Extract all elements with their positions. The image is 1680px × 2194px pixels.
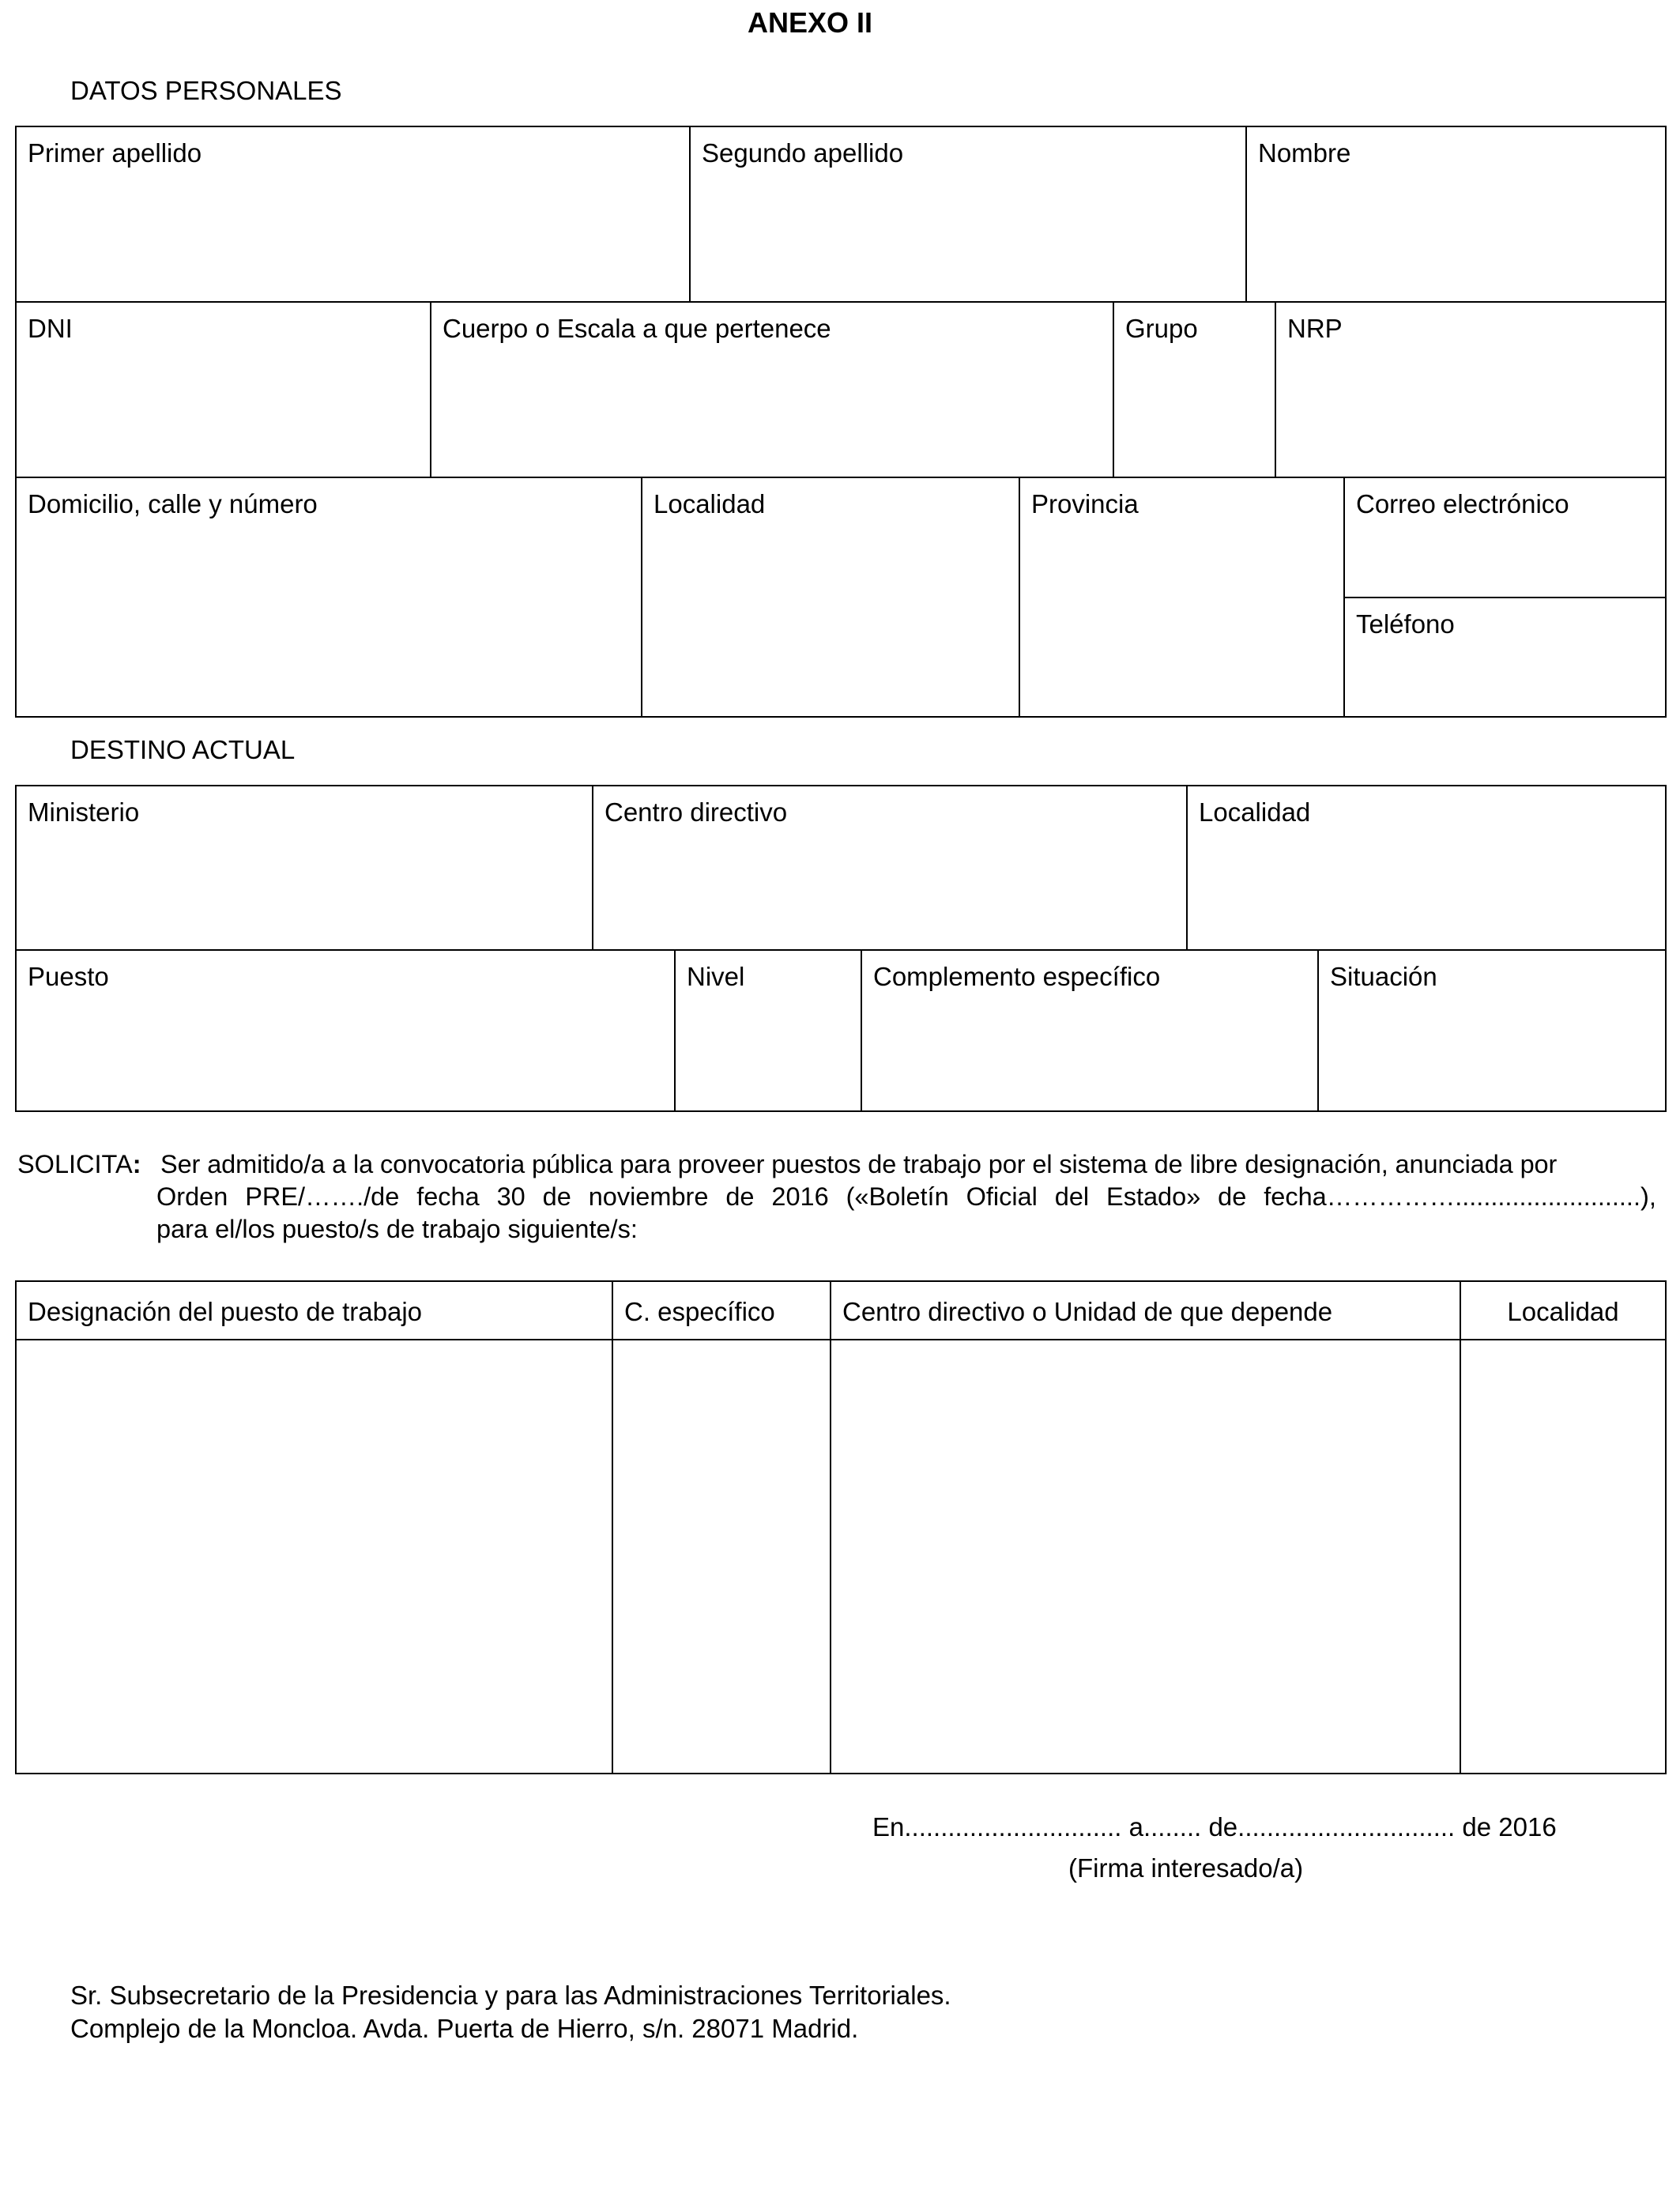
field-label: Centro directivo (605, 797, 788, 827)
field-situacion[interactable] (1319, 951, 1665, 1110)
field-label: Puesto (28, 962, 109, 991)
field-puesto[interactable] (17, 951, 676, 1110)
field-label: NRP (1287, 314, 1343, 343)
destino-actual-table (15, 785, 1667, 1112)
section-label-datos-personales: DATOS PERSONALES (70, 76, 342, 105)
field-label: Nombre (1258, 138, 1351, 168)
field-localidad-destino[interactable] (1188, 786, 1665, 951)
datos-personales-table (15, 126, 1667, 718)
field-cuerpo-escala[interactable] (431, 303, 1114, 478)
field-label: Segundo apellido (702, 138, 904, 168)
addressee-line-2: Complejo de la Moncloa. Avda. Puerta de Hierro, s/n. 28071 Madrid. (70, 2014, 859, 2043)
field-label: Correo electrónico (1356, 489, 1569, 518)
field-ministerio[interactable] (17, 786, 593, 951)
field-label: Primer apellido (28, 138, 202, 168)
field-localidad[interactable] (642, 478, 1020, 716)
field-nombre[interactable] (1247, 127, 1665, 303)
solicita-label: SOLICITA: (17, 1150, 141, 1178)
solicita-line-3: para el/los puesto/s de trabajo siguiente/s: (156, 1215, 638, 1243)
page-title: ANEXO II (747, 6, 873, 39)
field-centro-directivo[interactable] (593, 786, 1188, 951)
puestos-table (15, 1280, 1667, 1774)
field-complemento-especifico[interactable] (862, 951, 1319, 1110)
field-label: Ministerio (28, 797, 140, 827)
solicita-line-2: Orden PRE/……./de fecha 30 de noviembre de 2016 («Boletín Oficial del Estado» de fecha……………..........................), (156, 1182, 1656, 1211)
field-correo-electronico[interactable] (1345, 478, 1665, 598)
field-primer-apellido[interactable] (17, 127, 691, 303)
field-label: Grupo (1125, 314, 1198, 343)
solicita-line-1: Ser admitido/a a la convocatoria pública para proveer puestos de trabajo por el sistema de libre designación, anunciada por (160, 1150, 1558, 1178)
addressee-line-1: Sr. Subsecretario de la Presidencia y para las Administraciones Territoriales. (70, 1981, 951, 2010)
field-nivel[interactable] (676, 951, 862, 1110)
field-label: Localidad (654, 489, 766, 518)
field-provincia[interactable] (1020, 478, 1345, 716)
field-domicilio[interactable] (17, 478, 642, 716)
field-dni[interactable] (17, 303, 431, 478)
field-label: Domicilio, calle y número (28, 489, 318, 518)
field-grupo[interactable] (1114, 303, 1276, 478)
column-header-c-especifico: C. específico (624, 1297, 775, 1326)
place-date-line[interactable]: En.............................. a........ de.............................. de 2016 (872, 1812, 1557, 1842)
field-label: DNI (28, 314, 73, 343)
field-label: Complemento específico (873, 962, 1161, 991)
field-segundo-apellido[interactable] (691, 127, 1247, 303)
section-label-destino-actual: DESTINO ACTUAL (70, 735, 296, 764)
field-telefono[interactable] (1345, 598, 1665, 716)
field-nrp[interactable] (1276, 303, 1665, 478)
column-header-centro-directivo: Centro directivo o Unidad de que depende (842, 1297, 1333, 1326)
signature-caption: (Firma interesado/a) (1068, 1853, 1304, 1883)
column-header-designacion: Designación del puesto de trabajo (28, 1297, 423, 1326)
field-label: Provincia (1031, 489, 1139, 518)
column-header-localidad: Localidad (1507, 1297, 1619, 1326)
field-label: Localidad (1199, 797, 1311, 827)
field-label: Nivel (687, 962, 745, 991)
field-label: Cuerpo o Escala a que pertenece (443, 314, 831, 343)
field-label: Teléfono (1356, 609, 1455, 639)
field-label: Situación (1330, 962, 1437, 991)
puestos-entry-area[interactable] (17, 1340, 1665, 1773)
